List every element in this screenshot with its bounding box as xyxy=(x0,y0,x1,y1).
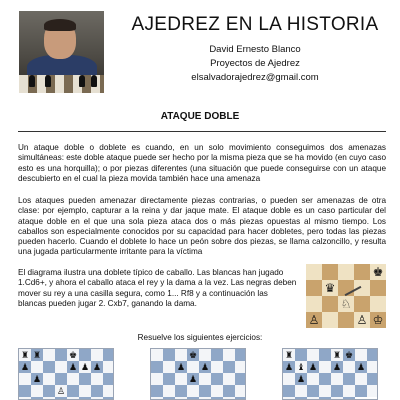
exercise-1-square xyxy=(103,373,114,385)
exercise-1-square xyxy=(31,385,43,397)
exercise-2-square xyxy=(235,373,246,385)
author-email: elsalvadorajedrez@gmail.com xyxy=(191,72,319,83)
exercise-2-square xyxy=(187,361,199,373)
exercise-3-square xyxy=(367,373,378,385)
exercise-3-piece: ♚ xyxy=(344,349,354,360)
diagram-square xyxy=(306,264,322,280)
exercise-1-square xyxy=(43,385,55,397)
exercise-1-square xyxy=(67,385,79,397)
exercise-1-square xyxy=(55,373,67,385)
exercise-board-3 xyxy=(282,348,378,400)
diagram-piece: ♙ xyxy=(306,312,322,328)
exercise-1-square xyxy=(55,361,67,373)
diagram-square xyxy=(338,264,354,280)
exercise-3-square xyxy=(355,373,367,385)
exercise-3-square xyxy=(367,349,378,361)
exercise-2-piece: ♟ xyxy=(200,361,210,372)
exercise-1-square xyxy=(55,349,67,361)
diagram-piece: ♔ xyxy=(370,312,386,328)
diagram-piece: ♙ xyxy=(354,312,370,328)
exercise-1-square xyxy=(43,349,55,361)
diagram-square xyxy=(322,312,338,328)
header xyxy=(0,0,400,100)
author-photo xyxy=(19,11,104,93)
exercise-2-square xyxy=(211,361,223,373)
diagram-square xyxy=(354,296,370,312)
exercise-2-square xyxy=(235,349,246,361)
exercise-1-square xyxy=(91,385,103,397)
exercise-prompt: Resuelve los siguientes ejercicios: xyxy=(137,333,263,342)
exercise-2-square xyxy=(151,373,163,385)
exercise-1-square xyxy=(43,361,55,373)
exercise-3-square xyxy=(307,349,319,361)
exercise-1-square xyxy=(19,373,31,385)
exercise-2-square xyxy=(163,373,175,385)
exercise-3-piece: ♟ xyxy=(296,373,306,384)
exercise-3-piece: ♝ xyxy=(296,361,306,372)
exercise-2-piece: ♚ xyxy=(188,349,198,360)
section-title: ATAQUE DOBLE xyxy=(160,111,240,122)
exercise-2-piece: ♟ xyxy=(188,373,198,384)
paragraph-diagram: El diagrama ilustra una doblete típico de caballo. Las blancas han jugado 1.Cd6+, y ahora el caballo ataca el rey y la dama a la vez. Las negras deben mover su rey a una casilla segura, como 1... Rf8 y a continuación las blancas pueden jugar 2. Cxb7, ganando la dama. xyxy=(18,268,297,308)
exercise-3-piece: ♟ xyxy=(332,361,342,372)
exercise-3-square xyxy=(343,361,355,373)
exercise-2-square xyxy=(223,349,235,361)
exercise-2-square xyxy=(151,361,163,373)
exercise-2-piece: ♟ xyxy=(176,361,186,372)
exercise-1-piece: ♜ xyxy=(32,349,42,360)
exercise-1-piece: ♙ xyxy=(56,385,66,396)
exercise-2-square xyxy=(199,349,211,361)
exercise-2-square xyxy=(223,385,235,397)
exercise-1-square xyxy=(103,361,114,373)
exercise-2-square xyxy=(175,349,187,361)
exercise-2-square xyxy=(175,373,187,385)
exercise-2-square xyxy=(151,385,163,397)
exercise-3-piece: ♜ xyxy=(284,349,294,360)
diagram-square xyxy=(322,296,338,312)
diagram-square xyxy=(354,264,370,280)
exercise-3-square xyxy=(331,385,343,397)
exercise-1-piece: ♜ xyxy=(20,349,30,360)
exercise-board-2 xyxy=(150,348,246,400)
exercise-3-square xyxy=(319,349,331,361)
diagram-piece: ♘ xyxy=(338,296,354,312)
diagram-square xyxy=(370,296,386,312)
exercise-3-piece: ♟ xyxy=(308,361,318,372)
diagram-square xyxy=(306,280,322,296)
exercise-2-square xyxy=(175,385,187,397)
exercise-2-square xyxy=(151,349,163,361)
exercise-3-square xyxy=(307,385,319,397)
exercise-2-square xyxy=(199,385,211,397)
paragraph-attacks: Los ataques pueden amenazar directamente piezas contrarias, o pueden ser amenazas de otra clase: por ejemplo, capturar a la reina y dar jaque mate. El ataque doble es un caso particular del ataque doble en el que una sola pieza ataca dos o más piezas opuestas al mismo tiempo. Los caballos son especialmente conocidos por su capacidad para hacer dobletes, pero todas las piezas pueden hacerlo. Cuando el doblete lo hace un peón sobre dos piezas, se llama calzoncillo, y resulta una jugada particularmente irritante para la víctima xyxy=(18,196,386,257)
exercise-3-square xyxy=(283,385,295,397)
exercise-2-square xyxy=(235,361,246,373)
exercise-2-square xyxy=(211,349,223,361)
exercise-3-square xyxy=(319,373,331,385)
exercise-3-square xyxy=(307,373,319,385)
exercise-2-square xyxy=(211,373,223,385)
paragraph-intro: Un ataque doble o doblete es cuando, en un solo movimiento conseguimos dos amenazas simultáneas: este doble ataque puede ser hecho por la misma pieza que se ha movido (en cuyo caso esto es una horquilla); o por piezas diferentes (una situación que puede conseguirse con un ataque descubierto en el cual la pieza movida también hace una amenaza xyxy=(18,143,386,183)
author-role: Proyectos de Ajedrez xyxy=(210,58,300,69)
diagram-square xyxy=(370,280,386,296)
page-title: AJEDREZ EN LA HISTORIA xyxy=(131,14,379,35)
exercise-3-square xyxy=(355,349,367,361)
exercise-3-square xyxy=(355,385,367,397)
exercise-3-piece: ♜ xyxy=(332,349,342,360)
exercise-3-square xyxy=(343,385,355,397)
exercise-3-square xyxy=(331,373,343,385)
exercise-3-square xyxy=(283,373,295,385)
exercise-2-square xyxy=(163,361,175,373)
exercise-1-square xyxy=(79,385,91,397)
exercise-1-piece: ♚ xyxy=(68,349,78,360)
diagram-piece: ♛ xyxy=(322,280,338,296)
exercise-3-piece: ♟ xyxy=(284,361,294,372)
exercise-1-square xyxy=(67,373,79,385)
exercise-1-square xyxy=(19,385,31,397)
exercise-1-square xyxy=(79,373,91,385)
exercise-board-1 xyxy=(18,348,114,400)
exercise-1-square xyxy=(43,373,55,385)
exercise-2-square xyxy=(163,385,175,397)
exercise-2-square xyxy=(187,385,199,397)
diagram-piece: ♚ xyxy=(370,264,386,280)
exercise-1-square xyxy=(91,373,103,385)
exercise-2-square xyxy=(211,385,223,397)
author-name: David Ernesto Blanco xyxy=(209,44,301,55)
exercise-2-square xyxy=(223,361,235,373)
exercise-1-square xyxy=(91,349,103,361)
diagram-square xyxy=(338,312,354,328)
diagram-square xyxy=(306,296,322,312)
exercise-3-square xyxy=(295,349,307,361)
exercise-1-square xyxy=(103,385,114,397)
exercise-3-square xyxy=(295,385,307,397)
exercise-3-square xyxy=(367,361,378,373)
exercise-3-piece: ♟ xyxy=(356,361,366,372)
exercise-1-piece: ♟ xyxy=(20,361,30,372)
exercise-1-square xyxy=(79,349,91,361)
exercise-2-square xyxy=(163,349,175,361)
exercise-1-piece: ♟ xyxy=(80,361,90,372)
exercise-3-square xyxy=(319,361,331,373)
diagram-square xyxy=(322,264,338,280)
exercise-3-square xyxy=(343,373,355,385)
divider xyxy=(18,131,386,132)
exercise-2-square xyxy=(223,373,235,385)
exercise-1-piece: ♟ xyxy=(32,373,42,384)
exercise-1-square xyxy=(103,349,114,361)
exercise-2-square xyxy=(235,385,246,397)
exercise-3-square xyxy=(367,385,378,397)
exercise-3-square xyxy=(319,385,331,397)
exercise-1-piece: ♟ xyxy=(92,361,102,372)
exercise-1-square xyxy=(31,361,43,373)
exercise-1-piece: ♟ xyxy=(68,361,78,372)
knight-fork-diagram xyxy=(306,264,386,328)
exercise-2-square xyxy=(199,373,211,385)
